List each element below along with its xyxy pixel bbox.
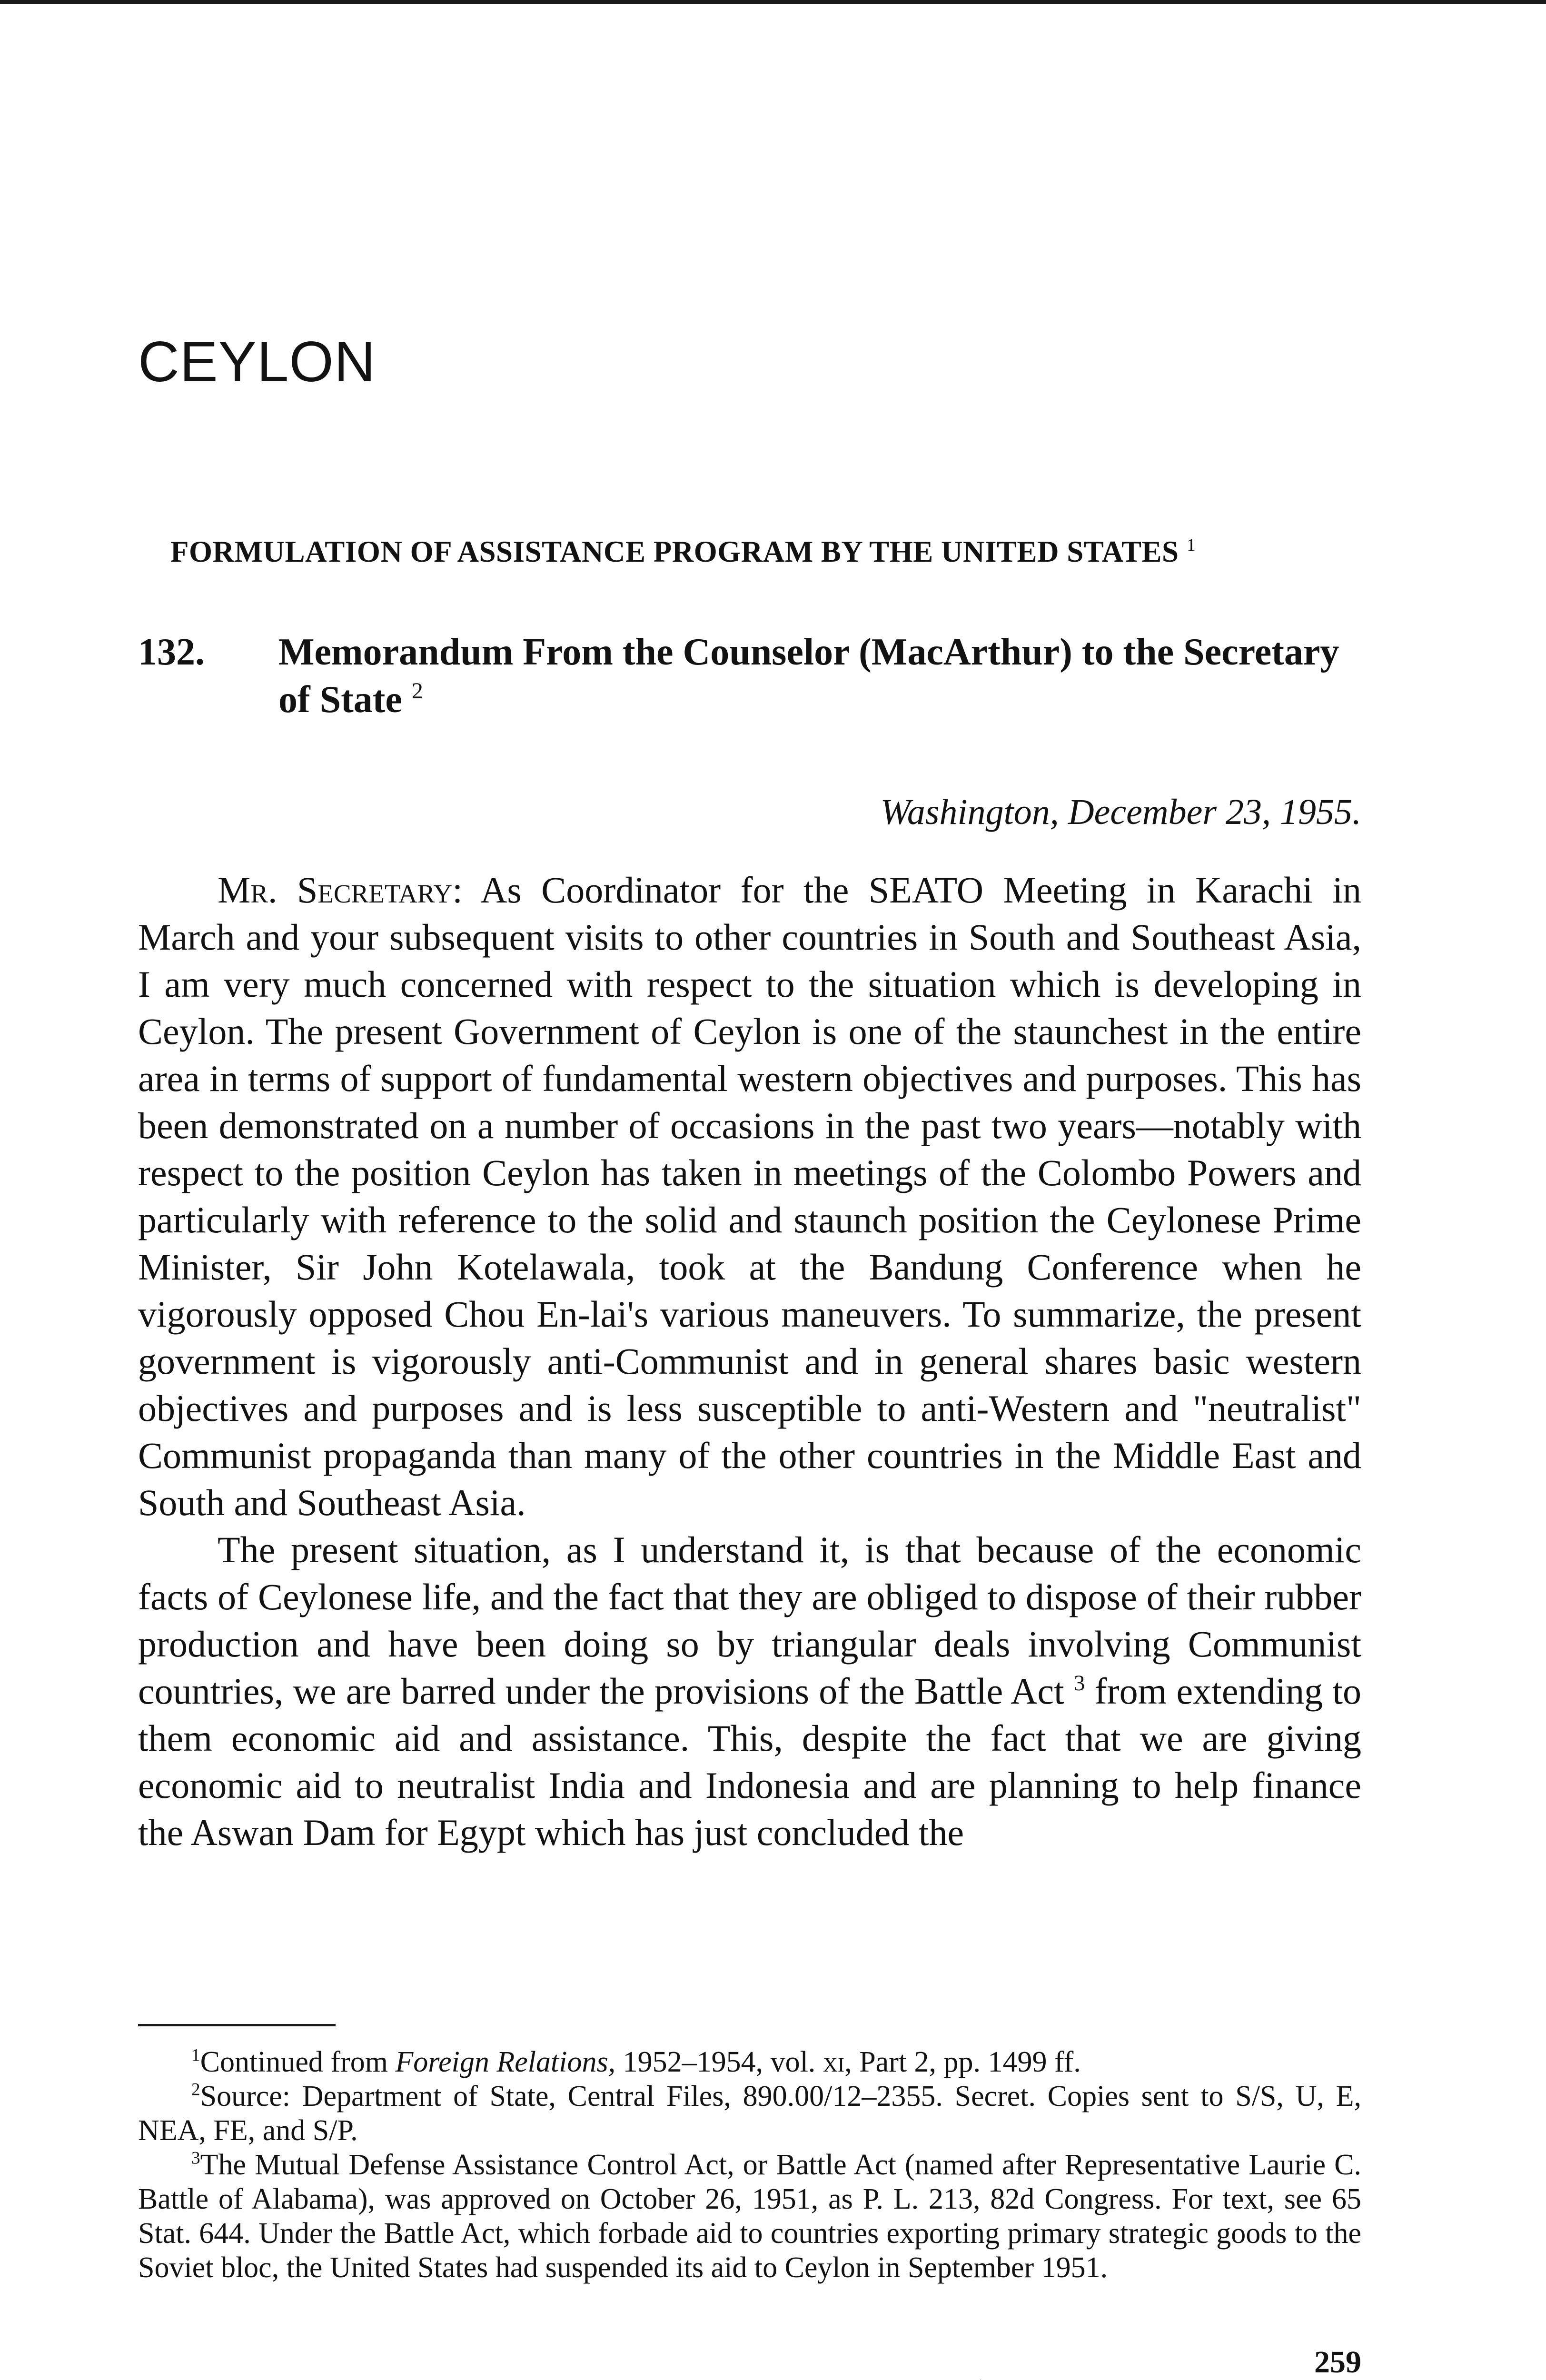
section-title-text: FORMULATION OF ASSISTANCE PROGRAM BY THE UNITED STATES xyxy=(170,535,1179,568)
footnote-ref-2[interactable]: 2 xyxy=(411,678,423,704)
footnote-number: 3 xyxy=(191,2148,200,2168)
footnote-text: , Part 2, pp. 1499 ff. xyxy=(844,2046,1081,2078)
dateline: Washington, December 23, 1955. xyxy=(880,792,1361,832)
footnote-text: The Mutual Defense Assistance Control Act, or Battle Act (named after Representative Laurie C. Battle of Alabama), was approved on October 26, 1951, as P. L. 213, 82d Congress. For text, see 65 Stat. 644. Under the Battle Act, which forbade aid to countries exporting primary strategic goods to the Soviet bloc, the United States had suspended its aid to Ceylon in September 1951. xyxy=(138,2149,1361,2284)
footnote-ref-3[interactable]: 3 xyxy=(1074,1670,1085,1696)
footnote-separator xyxy=(138,2024,336,2026)
salutation: Mr. Secretary: xyxy=(218,869,463,911)
body-paragraph xyxy=(138,1526,1361,1856)
footnotes xyxy=(138,2045,1361,2285)
footnote-italic-title: Foreign Relations, xyxy=(395,2046,616,2078)
footnote-number: 2 xyxy=(191,2080,200,2100)
footnote-text: Source: Department of State, Central Files, 890.00/12–2355. Secret. Copies sent to S/S, U, E, NEA, FE, and S/P. xyxy=(138,2080,1361,2147)
top-border-rule xyxy=(0,0,1546,4)
footnote-number: 1 xyxy=(191,2045,200,2065)
footnote-ref-1[interactable]: 1 xyxy=(1186,535,1196,555)
document-title-text: Memorandum From the Counselor (MacArthur) to the Secretary of State xyxy=(278,631,1339,721)
page-number: 259 xyxy=(1314,2345,1361,2380)
paragraph-2-text-a: The present situation, as I understand it, is that because of the economic facts of Ceylonese life, and the fact that they are obliged to dispose of their rubber production and have been doing so by triangular deals involving Communist countries, we are barred under the provisions of the Battle Act xyxy=(138,1529,1361,1712)
memorandum-body xyxy=(138,866,1361,1856)
footnote-1 xyxy=(138,2045,1361,2079)
footnote-3 xyxy=(138,2148,1361,2285)
footnote-2 xyxy=(138,2079,1361,2148)
footnote-volume: xi xyxy=(823,2046,845,2078)
paragraph-2-text-b: from extending to them economic aid and assistance. This, despite the fact that we are giving economic aid to neutralist India and Indonesia and are planning to help finance the Aswan Dam for Egypt which has just concluded the xyxy=(138,1670,1362,1853)
body-paragraph xyxy=(138,866,1361,1526)
section-title xyxy=(170,537,1196,567)
country-heading: CEYLON xyxy=(138,330,376,394)
document-title xyxy=(278,628,1359,724)
paragraph-1-text: As Coordinator for the SEATO Meeting in Karachi in March and your subsequent visits to other countries in South and Southeast Asia, I am very much concerned with respect to the situation which is developing in Ceylon. The present Government of Ceylon is one of the staunchest in the entire area in terms of support of fundamental western objectives and purposes. This has been demonstrated on a number of occasions in the past two years—notably with respect to the position Ceylon has taken in meetings of the Colombo Powers and particularly with reference to the solid and staunch position the Ceylonese Prime Minister, Sir John Kotelawala, took at the Bandung Conference when he vigorously opposed Chou En-lai's various maneuvers. To summarize, the present government is vigorously anti-Communist and in general shares basic western objectives and purposes and is less susceptible to anti-Western and "neutralist" Communist propaganda than many of the other countries in the Middle East and South and Southeast Asia. xyxy=(138,869,1362,1523)
footnote-text: 1952–1954, vol. xyxy=(623,2046,816,2078)
footnote-text: Continued from xyxy=(200,2046,388,2078)
document-number: 132. xyxy=(138,631,205,673)
